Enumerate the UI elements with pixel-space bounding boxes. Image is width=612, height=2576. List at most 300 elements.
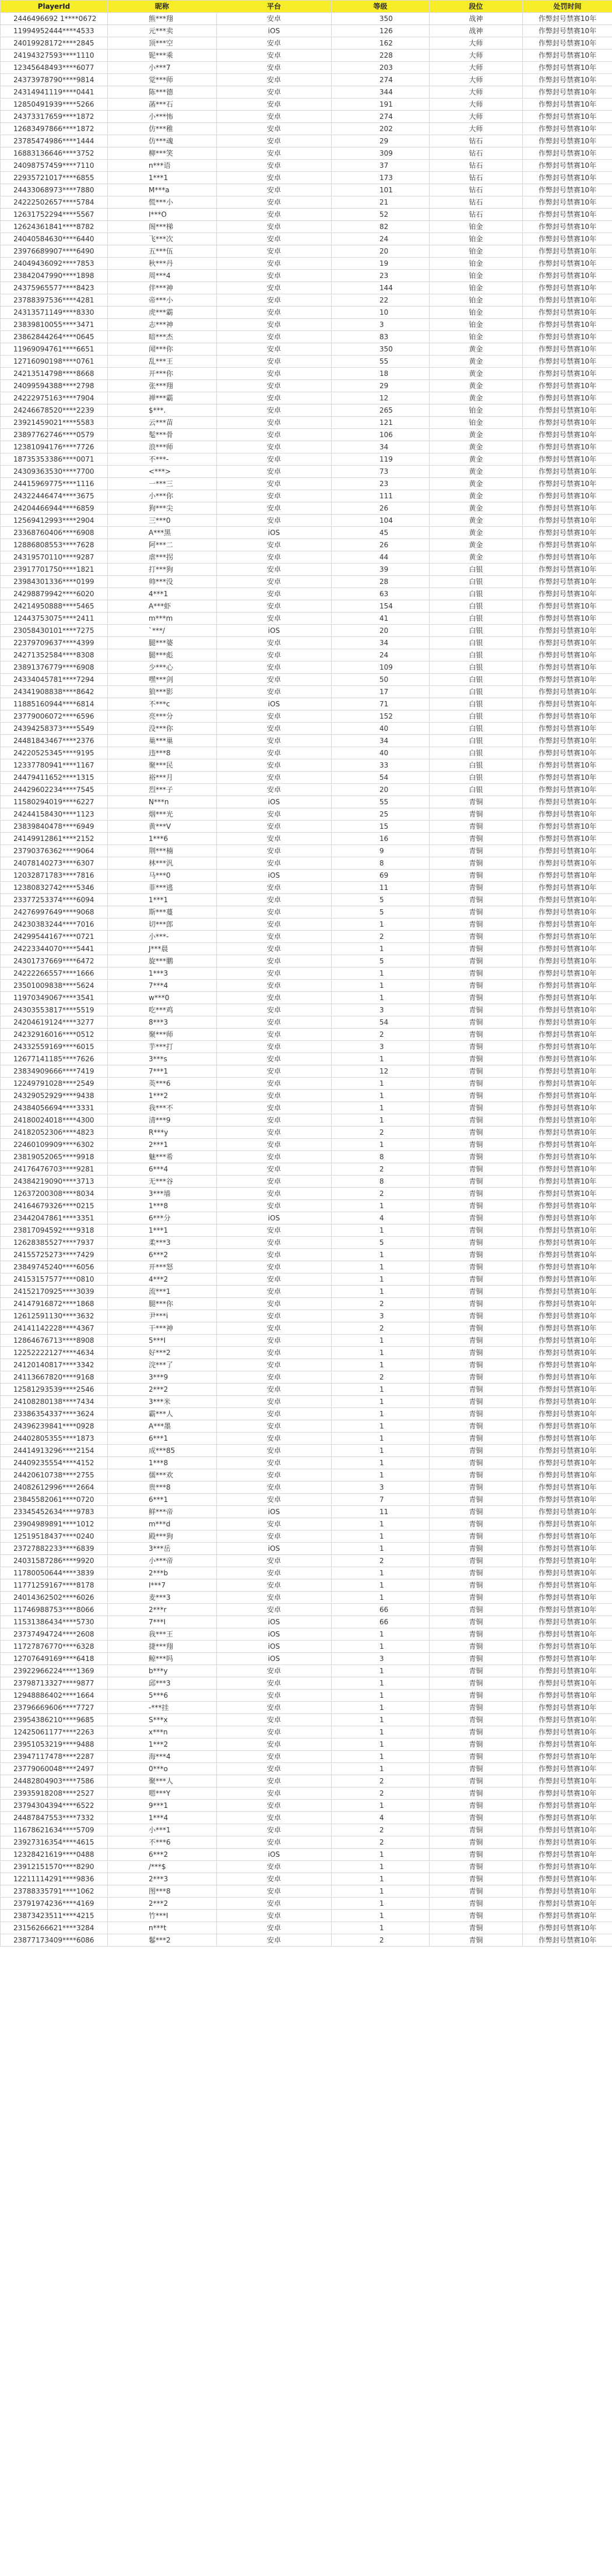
cell-level: 5 [332, 906, 430, 919]
cell-penalty: 作弊封号禁赛10年 [523, 111, 612, 123]
cell-nickname: 小***怖 [108, 111, 217, 123]
cell-rank: 青铜 [430, 882, 523, 894]
cell-rank: 黄金 [430, 441, 523, 453]
table-row [1, 1518, 612, 1530]
cell-player-id: 12631752294****5567 [1, 209, 108, 221]
cell-platform: 安卓 [217, 1518, 332, 1530]
cell-nickname: 觉***师 [108, 74, 217, 86]
cell-penalty: 作弊封号禁赛10年 [523, 1787, 612, 1800]
cell-level: 25 [332, 808, 430, 821]
cell-nickname: 巢***巢 [108, 735, 217, 747]
cell-player-id: 11885160944****6814 [1, 698, 108, 710]
cell-penalty: 作弊封号禁赛10年 [523, 1604, 612, 1616]
cell-platform: 安卓 [217, 1665, 332, 1677]
cell-level: 28 [332, 576, 430, 588]
table-row [1, 1016, 612, 1029]
cell-platform: 安卓 [217, 209, 332, 221]
cell-nickname: 周***4 [108, 270, 217, 282]
cell-platform: iOS [217, 796, 332, 808]
cell-rank: 黄金 [430, 466, 523, 478]
cell-level: 54 [332, 772, 430, 784]
cell-player-id: 24019928172****2845 [1, 37, 108, 50]
cell-level: 11 [332, 1506, 430, 1518]
cell-platform: 安卓 [217, 1726, 332, 1739]
cell-penalty: 作弊封号禁赛10年 [523, 564, 612, 576]
cell-platform: 安卓 [217, 380, 332, 392]
cell-level: 1 [332, 1690, 430, 1702]
cell-rank: 黄金 [430, 515, 523, 527]
cell-level: 66 [332, 1616, 430, 1628]
cell-platform: 安卓 [217, 1530, 332, 1543]
cell-level: 228 [332, 50, 430, 62]
cell-nickname: 暗***杰 [108, 331, 217, 343]
cell-player-id: 24098757459****7110 [1, 160, 108, 172]
cell-level: 1 [332, 1751, 430, 1763]
table-row [1, 1910, 612, 1922]
cell-level: 50 [332, 674, 430, 686]
table-row [1, 1665, 612, 1677]
cell-platform: 安卓 [217, 1677, 332, 1690]
table-row [1, 196, 612, 209]
cell-player-id: 24479411652****1315 [1, 772, 108, 784]
cell-player-id: 23779060048****2497 [1, 1763, 108, 1775]
cell-level: 11 [332, 882, 430, 894]
cell-player-id: 24246678520****2239 [1, 404, 108, 417]
cell-nickname: 3***米 [108, 1396, 217, 1408]
cell-nickname: R***y [108, 1127, 217, 1139]
cell-penalty: 作弊封号禁赛10年 [523, 1298, 612, 1310]
cell-level: 19 [332, 258, 430, 270]
cell-nickname: 烟***光 [108, 808, 217, 821]
cell-platform: 安卓 [217, 478, 332, 490]
cell-player-id: 23954386210****9685 [1, 1714, 108, 1726]
cell-rank: 青铜 [430, 1481, 523, 1494]
cell-platform: 安卓 [217, 943, 332, 955]
cell-level: 9 [332, 845, 430, 857]
cell-player-id: 24220525345****9195 [1, 747, 108, 759]
table-row [1, 319, 612, 331]
cell-player-id: 24313571149****8330 [1, 307, 108, 319]
cell-penalty: 作弊封号禁赛10年 [523, 429, 612, 441]
cell-player-id: 12380832742****5346 [1, 882, 108, 894]
cell-level: 40 [332, 723, 430, 735]
cell-penalty: 作弊封号禁赛10年 [523, 1273, 612, 1286]
cell-platform: 安卓 [217, 502, 332, 515]
cell-platform: 安卓 [217, 919, 332, 931]
cell-platform: 安卓 [217, 845, 332, 857]
cell-nickname: 腿***你 [108, 1298, 217, 1310]
cell-nickname: 2***3 [108, 1873, 217, 1885]
cell-penalty: 作弊封号禁赛10年 [523, 1518, 612, 1530]
cell-nickname: 云***苗 [108, 417, 217, 429]
cell-rank: 大师 [430, 98, 523, 111]
cell-nickname: 无***谷 [108, 1176, 217, 1188]
cell-player-id: 23798713327****9877 [1, 1677, 108, 1690]
cell-rank: 青铜 [430, 1641, 523, 1653]
cell-level: 203 [332, 62, 430, 74]
cell-player-id: 12612591130****3632 [1, 1310, 108, 1322]
cell-rank: 白银 [430, 686, 523, 698]
cell-nickname: 小***7 [108, 62, 217, 74]
cell-penalty: 作弊封号禁赛10年 [523, 1665, 612, 1677]
cell-rank: 铂金 [430, 221, 523, 233]
table-row [1, 1004, 612, 1016]
cell-level: 1 [332, 1739, 430, 1751]
cell-level: 2 [332, 1934, 430, 1947]
cell-player-id: 11580294019****6227 [1, 796, 108, 808]
cell-nickname: 腿***婆 [108, 637, 217, 649]
table-row [1, 1249, 612, 1261]
table-row [1, 1298, 612, 1310]
table-row [1, 637, 612, 649]
cell-player-id: 12707649169****6418 [1, 1653, 108, 1665]
cell-player-id: 23156266621****3284 [1, 1922, 108, 1934]
cell-platform: 安卓 [217, 1004, 332, 1016]
cell-rank: 青铜 [430, 1628, 523, 1641]
cell-rank: 青铜 [430, 1506, 523, 1518]
cell-player-id: 24078140273****6307 [1, 857, 108, 870]
cell-penalty: 作弊封号禁赛10年 [523, 931, 612, 943]
table-row [1, 1824, 612, 1836]
table-row [1, 294, 612, 307]
cell-rank: 青铜 [430, 992, 523, 1004]
cell-player-id: 24222266557****1666 [1, 967, 108, 980]
cell-rank: 青铜 [430, 1384, 523, 1396]
table-row [1, 1384, 612, 1396]
cell-level: 1 [332, 1469, 430, 1481]
cell-player-id: 24164679326****0215 [1, 1200, 108, 1212]
cell-nickname: 切***郎 [108, 919, 217, 931]
cell-level: 29 [332, 135, 430, 147]
cell-platform: 安卓 [217, 1836, 332, 1849]
table-row [1, 1775, 612, 1787]
cell-player-id: 2446496692 1****0672 [1, 13, 108, 25]
cell-rank: 黄金 [430, 356, 523, 368]
cell-rank: 青铜 [430, 1469, 523, 1481]
cell-player-id: 24303553817****5519 [1, 1004, 108, 1016]
cell-level: 101 [332, 184, 430, 196]
cell-platform: 安卓 [217, 1249, 332, 1261]
cell-penalty: 作弊封号禁赛10年 [523, 857, 612, 870]
cell-level: 3 [332, 319, 430, 331]
cell-nickname: 干***神 [108, 1322, 217, 1335]
cell-penalty: 作弊封号禁赛10年 [523, 1481, 612, 1494]
cell-nickname: 没***你 [108, 723, 217, 735]
cell-platform: 安卓 [217, 270, 332, 282]
cell-rank: 青铜 [430, 1567, 523, 1579]
cell-rank: 战神 [430, 13, 523, 25]
cell-penalty: 作弊封号禁赛10年 [523, 331, 612, 343]
table-row [1, 1371, 612, 1384]
cell-player-id: 23817094592****9318 [1, 1224, 108, 1237]
cell-rank: 青铜 [430, 833, 523, 845]
cell-player-id: 11746988753****8066 [1, 1604, 108, 1616]
cell-player-id: 12569412993****2904 [1, 515, 108, 527]
cell-rank: 青铜 [430, 1224, 523, 1237]
cell-penalty: 作弊封号禁赛10年 [523, 1016, 612, 1029]
cell-platform: iOS [217, 698, 332, 710]
cell-rank: 青铜 [430, 1812, 523, 1824]
cell-player-id: 24487847553****7332 [1, 1812, 108, 1824]
cell-player-id: 24040584630****6440 [1, 233, 108, 245]
cell-player-id: 24482804903****7586 [1, 1775, 108, 1787]
cell-nickname: 小***1 [108, 1824, 217, 1836]
cell-level: 2 [332, 1322, 430, 1335]
cell-rank: 青铜 [430, 1543, 523, 1555]
cell-nickname: J***晨 [108, 943, 217, 955]
cell-player-id: 12628385527****7937 [1, 1237, 108, 1249]
cell-penalty: 作弊封号禁赛10年 [523, 50, 612, 62]
cell-penalty: 作弊封号禁赛10年 [523, 1873, 612, 1885]
cell-platform: 安卓 [217, 1408, 332, 1420]
cell-level: 12 [332, 392, 430, 404]
cell-penalty: 作弊封号禁赛10年 [523, 1836, 612, 1849]
cell-rank: 钻石 [430, 172, 523, 184]
cell-level: 23 [332, 270, 430, 282]
cell-rank: 铂金 [430, 282, 523, 294]
cell-platform: 安卓 [217, 1090, 332, 1102]
cell-penalty: 作弊封号禁赛10年 [523, 123, 612, 135]
cell-nickname: 1***1 [108, 1224, 217, 1237]
cell-level: 2 [332, 1555, 430, 1567]
table-row [1, 74, 612, 86]
cell-rank: 铂金 [430, 319, 523, 331]
cell-level: 54 [332, 1016, 430, 1029]
cell-nickname: 流***1 [108, 1286, 217, 1298]
header-platform: 平台 [217, 1, 332, 13]
cell-rank: 青铜 [430, 1751, 523, 1763]
cell-rank: 青铜 [430, 1555, 523, 1567]
cell-nickname: 4***2 [108, 1273, 217, 1286]
cell-player-id: 23785474986****1444 [1, 135, 108, 147]
cell-player-id: 23737494724****2608 [1, 1628, 108, 1641]
cell-rank: 青铜 [430, 1212, 523, 1224]
cell-player-id: 24402805355****1873 [1, 1433, 108, 1445]
cell-nickname: 打***狗 [108, 564, 217, 576]
cell-penalty: 作弊封号禁赛10年 [523, 221, 612, 233]
cell-platform: 安卓 [217, 1188, 332, 1200]
cell-penalty: 作弊封号禁赛10年 [523, 821, 612, 833]
cell-platform: 安卓 [217, 564, 332, 576]
cell-platform: 安卓 [217, 343, 332, 356]
cell-nickname: 秋***丹 [108, 258, 217, 270]
cell-level: 23 [332, 478, 430, 490]
table-row [1, 1053, 612, 1065]
cell-penalty: 作弊封号禁赛10年 [523, 1114, 612, 1127]
cell-player-id: 24222502657****5784 [1, 196, 108, 209]
cell-player-id: 23862844264****0645 [1, 331, 108, 343]
cell-player-id: 24414913296****2154 [1, 1445, 108, 1457]
cell-level: 1 [332, 1579, 430, 1592]
cell-level: 20 [332, 245, 430, 258]
cell-level: 1 [332, 1518, 430, 1530]
cell-player-id: 24214950888****5465 [1, 600, 108, 613]
cell-rank: 青铜 [430, 1677, 523, 1690]
cell-penalty: 作弊封号禁赛10年 [523, 392, 612, 404]
cell-penalty: 作弊封号禁赛10年 [523, 1824, 612, 1836]
cell-penalty: 作弊封号禁赛10年 [523, 539, 612, 551]
cell-rank: 青铜 [430, 906, 523, 919]
table-row [1, 919, 612, 931]
cell-rank: 青铜 [430, 1102, 523, 1114]
cell-player-id: 23912151570****8290 [1, 1861, 108, 1873]
cell-penalty: 作弊封号禁赛10年 [523, 1286, 612, 1298]
cell-level: 2 [332, 1775, 430, 1787]
cell-rank: 青铜 [430, 1322, 523, 1335]
table-row [1, 1176, 612, 1188]
cell-penalty: 作弊封号禁赛10年 [523, 1176, 612, 1188]
cell-player-id: 23845582061****0720 [1, 1494, 108, 1506]
table-row [1, 1604, 612, 1616]
cell-level: 22 [332, 294, 430, 307]
table-row [1, 1224, 612, 1237]
table-row [1, 894, 612, 906]
cell-nickname: n***语 [108, 160, 217, 172]
cell-rank: 白银 [430, 710, 523, 723]
cell-rank: 青铜 [430, 1824, 523, 1836]
cell-penalty: 作弊封号禁赛10年 [523, 490, 612, 502]
cell-nickname: 帅***没 [108, 576, 217, 588]
cell-penalty: 作弊封号禁赛10年 [523, 1371, 612, 1384]
cell-platform: 安卓 [217, 1335, 332, 1347]
cell-penalty: 作弊封号禁赛10年 [523, 502, 612, 515]
cell-nickname: 3***s [108, 1053, 217, 1065]
cell-player-id: 12850491939****5266 [1, 98, 108, 111]
cell-player-id: 23796669606****7727 [1, 1702, 108, 1714]
cell-penalty: 作弊封号禁赛10年 [523, 74, 612, 86]
cell-penalty: 作弊封号禁赛10年 [523, 172, 612, 184]
cell-penalty: 作弊封号禁赛10年 [523, 686, 612, 698]
cell-penalty: 作弊封号禁赛10年 [523, 1420, 612, 1433]
cell-rank: 青铜 [430, 1934, 523, 1947]
cell-rank: 白银 [430, 588, 523, 600]
cell-player-id: 24244158430****1123 [1, 808, 108, 821]
cell-platform: 安卓 [217, 772, 332, 784]
cell-level: 52 [332, 209, 430, 221]
table-row [1, 1078, 612, 1090]
cell-level: 1 [332, 1641, 430, 1653]
cell-penalty: 作弊封号禁赛10年 [523, 209, 612, 221]
cell-player-id: 12519518437****0240 [1, 1530, 108, 1543]
cell-nickname: 黄***V [108, 821, 217, 833]
cell-rank: 青铜 [430, 1004, 523, 1016]
cell-rank: 青铜 [430, 967, 523, 980]
cell-platform: 安卓 [217, 1481, 332, 1494]
table-row [1, 453, 612, 466]
cell-penalty: 作弊封号禁赛10年 [523, 1029, 612, 1041]
table-row [1, 1885, 612, 1898]
cell-penalty: 作弊封号禁赛10年 [523, 980, 612, 992]
cell-platform: 安卓 [217, 1371, 332, 1384]
cell-nickname: 1***2 [108, 1739, 217, 1751]
cell-player-id: 12425061177****2263 [1, 1726, 108, 1739]
cell-level: 1 [332, 919, 430, 931]
cell-platform: 安卓 [217, 1494, 332, 1506]
cell-level: 1 [332, 1273, 430, 1286]
table-row [1, 870, 612, 882]
table-row [1, 1114, 612, 1127]
cell-player-id: 24082612996****2664 [1, 1481, 108, 1494]
cell-platform: 安卓 [217, 1347, 332, 1359]
cell-penalty: 作弊封号禁赛10年 [523, 1139, 612, 1151]
cell-platform: 安卓 [217, 172, 332, 184]
cell-nickname: 狗***尖 [108, 502, 217, 515]
cell-penalty: 作弊封号禁赛10年 [523, 1359, 612, 1371]
cell-rank: 青铜 [430, 1726, 523, 1739]
cell-platform: 安卓 [217, 258, 332, 270]
cell-platform: 安卓 [217, 74, 332, 86]
cell-level: 344 [332, 86, 430, 98]
cell-nickname: 聚***人 [108, 1775, 217, 1787]
cell-platform: 安卓 [217, 1555, 332, 1567]
table-row [1, 931, 612, 943]
cell-penalty: 作弊封号禁赛10年 [523, 1065, 612, 1078]
cell-penalty: 作弊封号禁赛10年 [523, 1469, 612, 1481]
cell-platform: 安卓 [217, 1800, 332, 1812]
cell-level: 1 [332, 1457, 430, 1469]
cell-level: 1 [332, 1249, 430, 1261]
cell-level: 1 [332, 1677, 430, 1690]
cell-player-id: 22935721017****6855 [1, 172, 108, 184]
cell-penalty: 作弊封号禁赛10年 [523, 196, 612, 209]
cell-platform: 安卓 [217, 1176, 332, 1188]
cell-level: 2 [332, 1836, 430, 1849]
cell-platform: 安卓 [217, 1065, 332, 1078]
cell-rank: 白银 [430, 735, 523, 747]
cell-nickname: 我***不 [108, 1102, 217, 1114]
table-row [1, 723, 612, 735]
cell-penalty: 作弊封号禁赛10年 [523, 1702, 612, 1714]
cell-player-id: 24322446474****3675 [1, 490, 108, 502]
table-row [1, 1237, 612, 1249]
cell-platform: 安卓 [217, 1310, 332, 1322]
cell-player-id: 23442047861****3351 [1, 1212, 108, 1224]
cell-rank: 白银 [430, 613, 523, 625]
cell-penalty: 作弊封号禁赛10年 [523, 1616, 612, 1628]
cell-level: 20 [332, 625, 430, 637]
table-row [1, 661, 612, 674]
cell-penalty: 作弊封号禁赛10年 [523, 1188, 612, 1200]
table-row [1, 270, 612, 282]
cell-nickname: 开***怒 [108, 1261, 217, 1273]
cell-player-id: 24113667820****9168 [1, 1371, 108, 1384]
cell-platform: 安卓 [217, 637, 332, 649]
table-row [1, 710, 612, 723]
cell-player-id: 12249791028****2549 [1, 1078, 108, 1090]
cell-platform: 安卓 [217, 649, 332, 661]
table-row [1, 674, 612, 686]
cell-level: 55 [332, 356, 430, 368]
table-row [1, 625, 612, 637]
cell-nickname: 仿***稚 [108, 123, 217, 135]
cell-player-id: 23921459021****5583 [1, 417, 108, 429]
cell-penalty: 作弊封号禁赛10年 [523, 882, 612, 894]
cell-nickname: 慌***小 [108, 196, 217, 209]
cell-player-id: 12716090198****0761 [1, 356, 108, 368]
cell-rank: 大师 [430, 111, 523, 123]
cell-player-id: 24420610738****2755 [1, 1469, 108, 1481]
cell-platform: iOS [217, 1653, 332, 1665]
cell-level: 1 [332, 1139, 430, 1151]
cell-level: 1 [332, 1408, 430, 1420]
table-row [1, 1151, 612, 1163]
cell-rank: 青铜 [430, 1861, 523, 1873]
cell-rank: 铂金 [430, 404, 523, 417]
cell-nickname: 聚***民 [108, 759, 217, 772]
cell-nickname: 3***墙 [108, 1188, 217, 1200]
cell-rank: 青铜 [430, 1494, 523, 1506]
cell-player-id: 24373317659****1872 [1, 111, 108, 123]
